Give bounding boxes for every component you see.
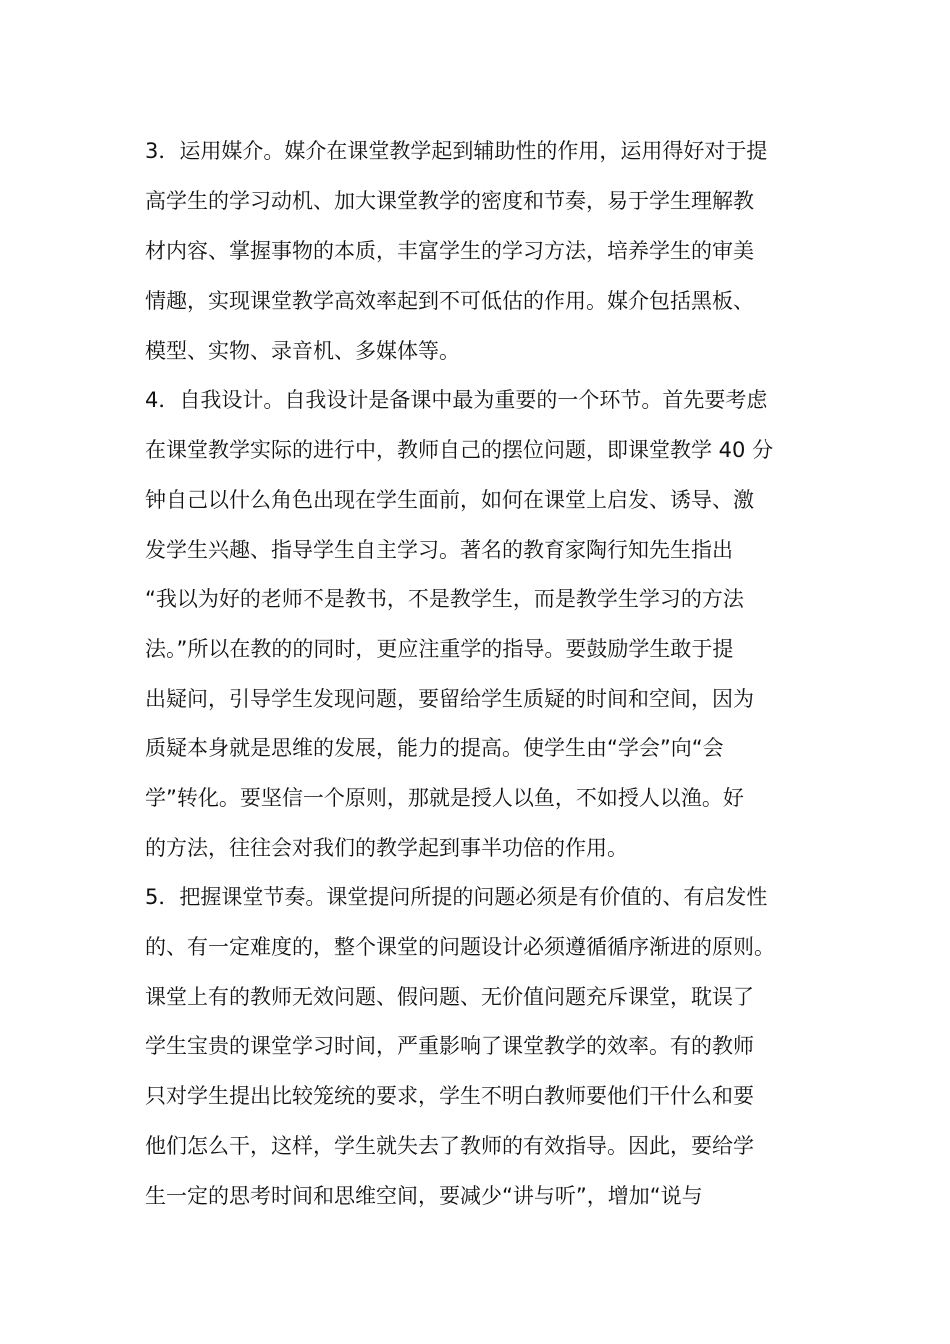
text-line: 情趣，实现课堂教学高效率起到不可低估的作用。媒介包括黑板、 [145,289,754,313]
text-line: 他们怎么干，这样，学生就失去了教师的有效指导。因此，要给学 [145,1134,754,1158]
text-line: 只对学生提出比较笼统的要求，学生不明白教师要他们干什么和要 [145,1084,754,1108]
text-line: 的方法，往往会对我们的教学起到事半功倍的作用。 [145,836,628,860]
text-line: 钟自己以什么角色出现在学生面前，如何在课堂上启发、诱导、激 [145,488,754,512]
text-line: 5．把握课堂节奏。课堂提问所提的问题必须是有价值的、有启发性 [145,885,768,909]
text-line: 发学生兴趣、指导学生自主学习。著名的教育家陶行知先生指出 [145,538,733,562]
text-line: 质疑本身就是思维的发展，能力的提高。使学生由“学会”向“会 [145,736,724,760]
text-line: 3．运用媒介。媒介在课堂教学起到辅助性的作用，运用得好对于提 [145,139,768,163]
text-line: 出疑问，引导学生发现问题，要留给学生质疑的时间和空间，因为 [145,687,754,711]
text-line: 学”转化。要坚信一个原则，那就是授人以鱼，不如授人以渔。好 [145,786,744,810]
text-line: “我以为好的老师不是教书，不是教学生，而是教学生学习的方法 [145,587,744,611]
text-line: 课堂上有的教师无效问题、假问题、无价值问题充斥课堂，耽误了 [145,985,754,1009]
text-line: 生一定的思考时间和思维空间，要减少“讲与听”，增加“说与 [145,1184,703,1208]
text-line: 模型、实物、录音机、多媒体等。 [145,339,460,363]
text-line: 法。”所以在教的的同时，更应注重学的指导。要鼓励学生敢于提 [145,637,734,661]
text-line: 材内容、掌握事物的本质，丰富学生的学习方法，培养学生的审美 [145,239,754,263]
text-line: 学生宝贵的课堂学习时间，严重影响了课堂教学的效率。有的教师 [145,1034,754,1058]
text-line: 的、有一定难度的，整个课堂的问题设计必须遵循循序渐进的原则。 [145,935,775,959]
text-line: 高学生的学习动机、加大课堂教学的密度和节奏，易于学生理解教 [145,189,754,213]
text-line: 4．自我设计。自我设计是备课中最为重要的一个环节。首先要考虑 [145,388,768,412]
text-line: 在课堂教学实际的进行中，教师自己的摆位问题，即课堂教学 40 分 [145,438,774,462]
